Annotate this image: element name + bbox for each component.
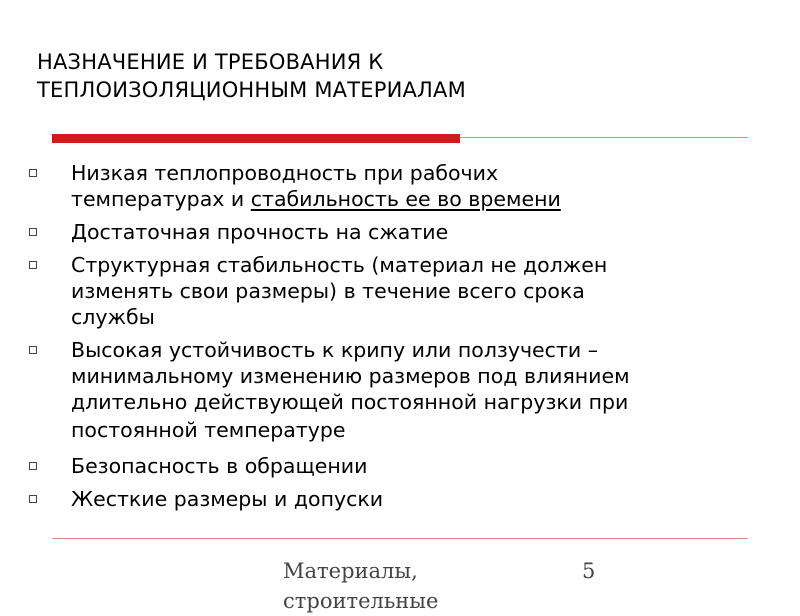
hollow-square-icon xyxy=(29,169,37,177)
footer-caption-line-1: Материалы, xyxy=(283,559,418,583)
underlined-text: стабильность ее во времени xyxy=(250,187,561,211)
list-item-line: Достаточная прочность на сжатие xyxy=(71,220,449,244)
list-item xyxy=(25,219,765,245)
footer-caption-line-2: строительные xyxy=(283,589,439,613)
list-item xyxy=(25,337,765,446)
slide-title-line-2: ТЕПЛОИЗОЛЯЦИОННЫМ МАТЕРИАЛАМ xyxy=(37,78,466,102)
footer-divider xyxy=(52,538,748,539)
list-item-line: Структурная стабильность (материал не должен xyxy=(71,253,608,277)
slide-title xyxy=(37,48,737,104)
footer-caption xyxy=(283,556,438,616)
requirements-list xyxy=(25,160,765,519)
list-item-text: температурах и xyxy=(71,187,251,211)
hollow-square-icon xyxy=(29,346,37,354)
list-item-line: длительно действующей постоянной нагрузки при xyxy=(71,390,629,414)
list-item-line: Низкая теплопроводность при рабочих xyxy=(71,161,499,185)
list-item-line xyxy=(71,186,765,212)
hollow-square-icon xyxy=(29,228,37,236)
list-item xyxy=(25,160,765,212)
title-divider-accent xyxy=(52,134,460,143)
list-item-line: изменять свои размеры) в течение всего срока xyxy=(71,279,585,303)
list-item-line: службы xyxy=(71,305,155,329)
list-item-line: минимальному изменению размеров под влиянием xyxy=(71,364,630,388)
list-item xyxy=(25,252,765,330)
slide-title-line-1: НАЗНАЧЕНИЕ И ТРЕБОВАНИЯ К xyxy=(37,50,384,74)
page-number: 5 xyxy=(582,559,596,583)
list-item-line: Высокая устойчивость к крипу или ползучести – xyxy=(71,338,598,362)
hollow-square-icon xyxy=(29,495,37,503)
hollow-square-icon xyxy=(29,462,37,470)
list-item-line: Жесткие размеры и допуски xyxy=(71,487,384,511)
list-item xyxy=(25,453,765,479)
hollow-square-icon xyxy=(29,261,37,269)
list-item-line: постоянной температуре xyxy=(71,418,346,442)
list-item xyxy=(25,486,765,512)
list-item-line: Безопасность в обращении xyxy=(71,454,368,478)
